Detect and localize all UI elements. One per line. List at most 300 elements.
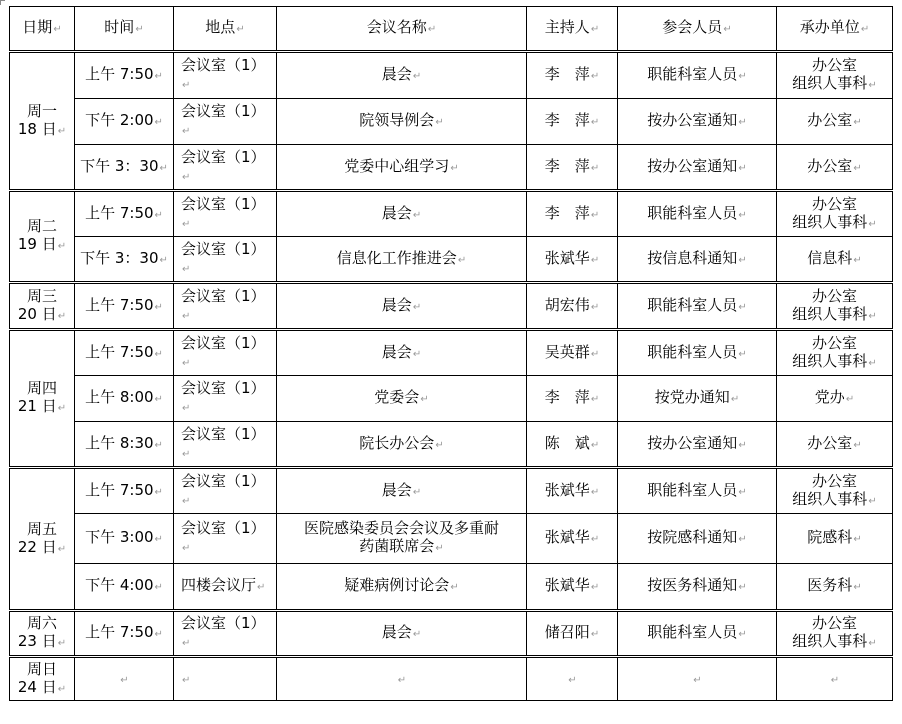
- place-cell-text: 四楼会议厅: [181, 576, 257, 594]
- host-cell-text: 张斌华: [544, 528, 590, 546]
- place-cell-text: 会议室（1）: [181, 424, 266, 443]
- attendees-cell-text: 按办公室通知: [647, 156, 738, 175]
- paragraph-mark-icon: ↵: [590, 486, 600, 498]
- paragraph-mark-icon: ↵: [412, 486, 422, 498]
- time-cell: [75, 564, 174, 611]
- host-cell: [527, 468, 618, 514]
- host-cell: [527, 376, 618, 422]
- header-host-text: 主持人: [544, 18, 590, 36]
- attendees-cell: [618, 237, 777, 283]
- meeting-cell: [277, 145, 527, 191]
- paragraph-mark-icon: ↵: [412, 348, 422, 360]
- day-label: 周五: [26, 519, 57, 538]
- paragraph-mark-icon: ↵: [738, 439, 747, 451]
- paragraph-mark-icon: ↵: [412, 209, 422, 221]
- paragraph-mark-icon: ↵: [738, 486, 747, 498]
- time-cell-text: 上午 8:30: [85, 433, 154, 452]
- paragraph-mark-icon: ↵: [135, 24, 144, 35]
- paragraph-mark-icon: ↵: [738, 209, 747, 221]
- host-cell-text: 李 萍: [544, 65, 590, 83]
- day-date: 21 日: [17, 397, 57, 415]
- time-cell: [75, 468, 174, 514]
- organizer-cell: [777, 99, 893, 145]
- host-cell-text: 储召阳: [544, 623, 590, 641]
- day-cell: [10, 657, 75, 701]
- paragraph-mark-icon: ↵: [738, 301, 747, 313]
- paragraph-mark-icon: ↵: [154, 394, 163, 405]
- paragraph-mark-icon: ↵: [853, 254, 862, 266]
- paragraph-mark-icon: ↵: [257, 582, 266, 593]
- time-cell: [75, 191, 174, 237]
- paragraph-mark-icon: ↵: [590, 24, 600, 35]
- day-date: 20 日: [17, 304, 57, 323]
- table-row: [10, 237, 893, 283]
- place-cell: [174, 330, 277, 376]
- host-cell: [527, 657, 618, 701]
- day-label: 周一: [26, 101, 57, 120]
- host-cell-text: 李 萍: [544, 156, 590, 175]
- paragraph-mark-icon: ↵: [868, 357, 877, 369]
- meeting-cell-text: 晨会: [381, 480, 412, 499]
- time-cell-text: 上午 8:00: [85, 388, 154, 406]
- table-row: [10, 514, 893, 564]
- meeting-cell: [277, 283, 527, 330]
- organizer-cell-text: 办公室: [807, 156, 853, 175]
- paragraph-mark-icon: ↵: [853, 162, 862, 174]
- meeting-cell-text: 疑难病例讨论会: [344, 576, 450, 594]
- paragraph-mark-icon: ↵: [159, 162, 168, 174]
- time-cell: [75, 283, 174, 330]
- host-cell-text: 张斌华: [544, 248, 590, 267]
- paragraph-mark-icon: ↵: [182, 448, 191, 460]
- attendees-cell: [618, 564, 777, 611]
- paragraph-mark-icon: ↵: [868, 638, 877, 649]
- paragraph-mark-icon: ↵: [590, 582, 600, 593]
- table-row: [10, 191, 893, 237]
- time-cell-text: 上午 7:50: [85, 65, 154, 83]
- attendees-cell: [618, 422, 777, 468]
- attendees-cell: [618, 376, 777, 422]
- paragraph-mark-icon: ↵: [412, 629, 422, 640]
- organizer-cell: [777, 52, 893, 99]
- host-cell: [527, 564, 618, 611]
- paragraph-mark-icon: ↵: [154, 117, 163, 128]
- paragraph-mark-icon: ↵: [868, 495, 877, 507]
- host-cell: [527, 52, 618, 99]
- meeting-cell-text: 晨会: [381, 295, 412, 314]
- day-date: 19 日: [17, 235, 57, 253]
- place-cell-text: 会议室（1）: [181, 333, 266, 352]
- meeting-cell-text: 院领导例会: [359, 111, 435, 129]
- meeting-cell-text: 晨会: [381, 623, 412, 641]
- paragraph-mark-icon: ↵: [57, 638, 67, 649]
- time-cell: [75, 657, 174, 701]
- meeting-cell: [277, 422, 527, 468]
- attendees-cell-text: 按医务科通知: [647, 576, 738, 594]
- place-cell: [174, 376, 277, 422]
- paragraph-mark-icon: ↵: [738, 117, 747, 128]
- attendees-cell-text: 职能科室人员: [647, 295, 738, 314]
- organizer-cell: [777, 145, 893, 191]
- place-cell-text: 会议室（1）: [181, 239, 266, 258]
- attendees-cell: [618, 145, 777, 191]
- paragraph-mark-icon: ↵: [159, 254, 168, 266]
- day-label: 周四: [26, 379, 57, 397]
- paragraph-mark-icon: ↵: [435, 439, 444, 451]
- host-cell-text: 李 萍: [544, 388, 590, 406]
- meeting-cell: [277, 330, 527, 376]
- paragraph-mark-icon: ↵: [590, 629, 600, 640]
- place-cell-text: 会议室（1）: [181, 286, 266, 305]
- attendees-cell: [618, 283, 777, 330]
- day-label: 周日: [26, 659, 57, 678]
- meeting-cell: [277, 468, 527, 514]
- header-time: [75, 7, 174, 52]
- attendees-cell-text: 职能科室人员: [647, 342, 738, 361]
- meeting-cell-text: 党委中心组学习: [344, 156, 450, 175]
- paragraph-mark-icon: ↵: [723, 24, 732, 35]
- paragraph-mark-icon: ↵: [154, 629, 163, 640]
- paragraph-mark-icon: ↵: [154, 301, 163, 313]
- attendees-cell: [618, 468, 777, 514]
- organizer-cell: [777, 657, 893, 701]
- paragraph-mark-icon: ↵: [236, 24, 245, 35]
- meeting-cell-text: 晨会: [381, 65, 412, 83]
- time-cell: [75, 330, 174, 376]
- paragraph-mark-icon: ↵: [154, 439, 163, 451]
- paragraph-mark-icon: ↵: [182, 171, 191, 183]
- header-organizer: [777, 7, 893, 52]
- paragraph-mark-icon: ↵: [57, 241, 67, 252]
- place-cell-text: 会议室（1）: [181, 519, 266, 537]
- place-cell-text: 会议室（1）: [181, 102, 266, 120]
- paragraph-mark-icon: ↵: [590, 71, 600, 82]
- meeting-cell-text: 信息化工作推进会: [336, 248, 457, 267]
- header-attendees: [618, 7, 777, 52]
- day-label: 周二: [26, 217, 57, 235]
- paragraph-mark-icon: ↵: [590, 301, 600, 313]
- paragraph-mark-icon: ↵: [182, 218, 191, 230]
- header-place-text: 地点: [205, 18, 236, 36]
- time-cell: [75, 514, 174, 564]
- organizer-cell: [777, 237, 893, 283]
- place-cell: [174, 191, 277, 237]
- attendees-cell: [618, 191, 777, 237]
- meeting-cell-text: 医院感染委员会会议及多重耐 药菌联席会: [303, 519, 499, 555]
- place-cell-text: 会议室（1）: [181, 194, 266, 213]
- paragraph-mark-icon: ↵: [590, 394, 600, 405]
- paragraph-mark-icon: ↵: [590, 439, 600, 451]
- day-date: 24 日: [17, 677, 57, 696]
- header-meeting-text: 会议名称: [366, 18, 427, 36]
- place-cell: [174, 468, 277, 514]
- paragraph-mark-icon: ↵: [845, 394, 855, 405]
- host-cell: [527, 191, 618, 237]
- time-cell: [75, 145, 174, 191]
- header-row: [10, 7, 893, 52]
- paragraph-mark-icon: ↵: [590, 117, 600, 128]
- table-row: [10, 376, 893, 422]
- host-cell: [527, 237, 618, 283]
- day-cell: [10, 330, 75, 468]
- paragraph-mark-icon: ↵: [853, 534, 862, 545]
- paragraph-mark-icon: ↵: [154, 534, 163, 545]
- organizer-cell-text: 办公室 组织人事科: [792, 333, 868, 370]
- header-place: [174, 7, 277, 52]
- time-cell-text: 上午 7:50: [85, 342, 154, 361]
- organizer-cell: [777, 514, 893, 564]
- day-cell: [10, 283, 75, 330]
- paragraph-mark-icon: ↵: [730, 394, 740, 405]
- paragraph-mark-icon: ↵: [53, 24, 62, 35]
- paragraph-mark-icon: ↵: [182, 543, 191, 554]
- day-label: 周三: [26, 286, 57, 305]
- place-cell-text: 会议室（1）: [181, 471, 266, 490]
- organizer-cell-text: 医务科: [807, 576, 853, 594]
- host-cell: [527, 514, 618, 564]
- attendees-cell: [618, 611, 777, 657]
- time-cell-text: 下午 4:00: [85, 576, 154, 594]
- place-cell-text: 会议室（1）: [181, 56, 266, 74]
- table-row: [10, 283, 893, 330]
- day-date: 18 日: [17, 119, 57, 138]
- paragraph-mark-icon: ↵: [412, 301, 422, 313]
- place-cell: [174, 237, 277, 283]
- place-cell: [174, 564, 277, 611]
- meeting-schedule-table: [9, 6, 893, 701]
- organizer-cell-text: 信息科: [807, 248, 853, 267]
- meeting-cell: [277, 514, 527, 564]
- header-attendees-text: 参会人员: [662, 18, 723, 36]
- paragraph-mark-icon: ↵: [182, 403, 191, 414]
- attendees-cell-text: 按党办通知: [654, 388, 730, 406]
- paragraph-mark-icon: ↵: [154, 209, 163, 221]
- paragraph-mark-icon: ↵: [738, 162, 747, 174]
- paragraph-mark-icon: ↵: [412, 71, 422, 82]
- time-cell-text: 上午 7:50: [85, 480, 154, 499]
- paragraph-mark-icon: ↵: [830, 674, 840, 686]
- meeting-cell: [277, 376, 527, 422]
- day-date: 23 日: [17, 632, 57, 650]
- host-cell-text: 胡宏伟: [544, 295, 590, 314]
- place-cell: [174, 422, 277, 468]
- organizer-cell-text: 院感科: [807, 528, 853, 546]
- host-cell: [527, 145, 618, 191]
- time-cell: [75, 237, 174, 283]
- meeting-cell-text: 院长办公会: [359, 433, 435, 452]
- host-cell: [527, 99, 618, 145]
- attendees-cell: [618, 514, 777, 564]
- attendees-cell-text: 按办公室通知: [647, 111, 738, 129]
- paragraph-mark-icon: ↵: [590, 209, 600, 221]
- paragraph-mark-icon: ↵: [738, 629, 747, 640]
- day-date: 22 日: [17, 537, 57, 556]
- paragraph-mark-icon: ↵: [738, 348, 747, 360]
- paragraph-mark-icon: ↵: [738, 254, 747, 266]
- time-cell: [75, 422, 174, 468]
- paragraph-mark-icon: ↵: [853, 439, 862, 451]
- time-cell-text: 下午 3:00: [85, 528, 154, 546]
- organizer-cell-text: 办公室 组织人事科: [792, 194, 868, 231]
- meeting-cell: [277, 657, 527, 701]
- table-row: [10, 422, 893, 468]
- attendees-cell-text: 职能科室人员: [647, 65, 738, 83]
- time-cell: [75, 99, 174, 145]
- place-cell: [174, 283, 277, 330]
- attendees-cell: [618, 330, 777, 376]
- paragraph-mark-icon: ↵: [182, 80, 191, 91]
- time-cell-text: 上午 7:50: [85, 623, 154, 641]
- header-date: [10, 7, 75, 52]
- paragraph-mark-icon: ↵: [57, 403, 67, 414]
- attendees-cell-text: 职能科室人员: [647, 203, 738, 222]
- place-cell: [174, 99, 277, 145]
- meeting-cell: [277, 52, 527, 99]
- organizer-cell: [777, 564, 893, 611]
- time-cell-text: 下午 2:00: [85, 111, 154, 129]
- place-cell-text: 会议室（1）: [181, 379, 266, 397]
- meeting-cell-text: 党委会: [374, 388, 420, 406]
- paragraph-mark-icon: ↵: [57, 683, 67, 695]
- attendees-cell-text: 按信息科通知: [647, 248, 738, 267]
- paragraph-mark-icon: ↵: [182, 638, 191, 649]
- paragraph-mark-icon: ↵: [420, 394, 429, 405]
- table-row: [10, 468, 893, 514]
- paragraph-mark-icon: ↵: [568, 674, 577, 686]
- paragraph-mark-icon: ↵: [450, 162, 459, 174]
- paragraph-mark-icon: ↵: [182, 495, 191, 507]
- paragraph-mark-icon: ↵: [450, 582, 459, 593]
- attendees-cell: [618, 52, 777, 99]
- meeting-cell: [277, 191, 527, 237]
- paragraph-mark-icon: ↵: [57, 543, 67, 555]
- header-host: [527, 7, 618, 52]
- organizer-cell: [777, 330, 893, 376]
- organizer-cell: [777, 191, 893, 237]
- host-cell-text: 李 萍: [544, 203, 590, 222]
- attendees-cell: [618, 657, 777, 701]
- host-cell-text: 张斌华: [544, 576, 590, 594]
- table-row: [10, 99, 893, 145]
- header-meeting: [277, 7, 527, 52]
- paragraph-mark-icon: ↵: [435, 117, 444, 128]
- attendees-cell: [618, 99, 777, 145]
- meeting-cell-text: 晨会: [381, 203, 412, 222]
- host-cell-text: 李 萍: [544, 111, 590, 129]
- host-cell: [527, 422, 618, 468]
- host-cell: [527, 283, 618, 330]
- paragraph-mark-icon: ↵: [590, 162, 600, 174]
- paragraph-mark-icon: ↵: [427, 24, 437, 35]
- attendees-cell-text: 职能科室人员: [647, 480, 738, 499]
- paragraph-mark-icon: ↵: [693, 674, 702, 686]
- paragraph-mark-icon: ↵: [154, 71, 163, 82]
- paragraph-mark-icon: ↵: [435, 543, 444, 554]
- paragraph-mark-icon: ↵: [868, 310, 877, 322]
- attendees-cell-text: 职能科室人员: [647, 623, 738, 641]
- time-cell: [75, 376, 174, 422]
- paragraph-mark-icon: ↵: [457, 254, 467, 266]
- host-cell-text: 陈 斌: [544, 433, 590, 452]
- place-cell: [174, 611, 277, 657]
- paragraph-mark-icon: ↵: [182, 357, 191, 369]
- organizer-cell-text: 党办: [814, 388, 845, 406]
- paragraph-mark-icon: ↵: [154, 348, 163, 360]
- organizer-cell-text: 办公室: [807, 111, 853, 129]
- paragraph-mark-icon: ↵: [120, 674, 129, 686]
- organizer-cell: [777, 422, 893, 468]
- organizer-cell: [777, 283, 893, 330]
- meeting-cell: [277, 237, 527, 283]
- host-cell-text: 吴英群: [544, 342, 590, 361]
- table-row: [10, 145, 893, 191]
- place-cell-text: 会议室（1）: [181, 614, 266, 632]
- paragraph-mark-icon: ↵: [738, 71, 747, 82]
- time-cell-text: 上午 7:50: [85, 203, 154, 222]
- table-row: [10, 330, 893, 376]
- page-corner-mark: [0, 0, 5, 5]
- paragraph-mark-icon: ↵: [590, 348, 600, 360]
- organizer-cell: [777, 376, 893, 422]
- organizer-cell: [777, 468, 893, 514]
- organizer-cell-text: 办公室 组织人事科: [792, 56, 868, 92]
- organizer-cell-text: 办公室 组织人事科: [792, 286, 868, 323]
- table-row: [10, 564, 893, 611]
- paragraph-mark-icon: ↵: [57, 310, 67, 322]
- meeting-cell-text: 晨会: [381, 342, 412, 361]
- paragraph-mark-icon: ↵: [853, 117, 862, 128]
- host-cell: [527, 611, 618, 657]
- organizer-cell-text: 办公室: [807, 433, 853, 452]
- paragraph-mark-icon: ↵: [853, 582, 862, 593]
- table-row: [10, 52, 893, 99]
- time-cell-text: 上午 7:50: [85, 295, 154, 314]
- paragraph-mark-icon: ↵: [154, 486, 163, 498]
- paragraph-mark-icon: ↵: [590, 254, 600, 266]
- place-cell: [174, 514, 277, 564]
- paragraph-mark-icon: ↵: [397, 674, 407, 686]
- day-cell: [10, 52, 75, 191]
- paragraph-mark-icon: ↵: [182, 310, 191, 322]
- paragraph-mark-icon: ↵: [182, 126, 191, 137]
- place-cell: [174, 52, 277, 99]
- paragraph-mark-icon: ↵: [868, 80, 877, 91]
- attendees-cell-text: 按办公室通知: [647, 433, 738, 452]
- paragraph-mark-icon: ↵: [182, 674, 191, 686]
- organizer-cell-text: 办公室 组织人事科: [792, 471, 868, 508]
- paragraph-mark-icon: ↵: [154, 582, 163, 593]
- paragraph-mark-icon: ↵: [182, 263, 191, 275]
- paragraph-mark-icon: ↵: [860, 24, 870, 35]
- paragraph-mark-icon: ↵: [57, 125, 67, 137]
- host-cell-text: 张斌华: [544, 480, 590, 499]
- place-cell: [174, 657, 277, 701]
- header-time-text: 时间: [104, 18, 135, 36]
- header-organizer-text: 承办单位: [799, 18, 860, 36]
- time-cell-text: 下午 3：30: [80, 156, 159, 175]
- paragraph-mark-icon: ↵: [590, 534, 600, 545]
- time-cell-text: 下午 3：30: [80, 248, 159, 267]
- meeting-cell: [277, 564, 527, 611]
- attendees-cell-text: 按院感科通知: [647, 528, 738, 546]
- day-cell: [10, 468, 75, 611]
- paragraph-mark-icon: ↵: [738, 582, 747, 593]
- table-row: [10, 611, 893, 657]
- paragraph-mark-icon: ↵: [868, 218, 877, 230]
- place-cell: [174, 145, 277, 191]
- header-date-text: 日期: [22, 18, 53, 36]
- place-cell-text: 会议室（1）: [181, 147, 266, 166]
